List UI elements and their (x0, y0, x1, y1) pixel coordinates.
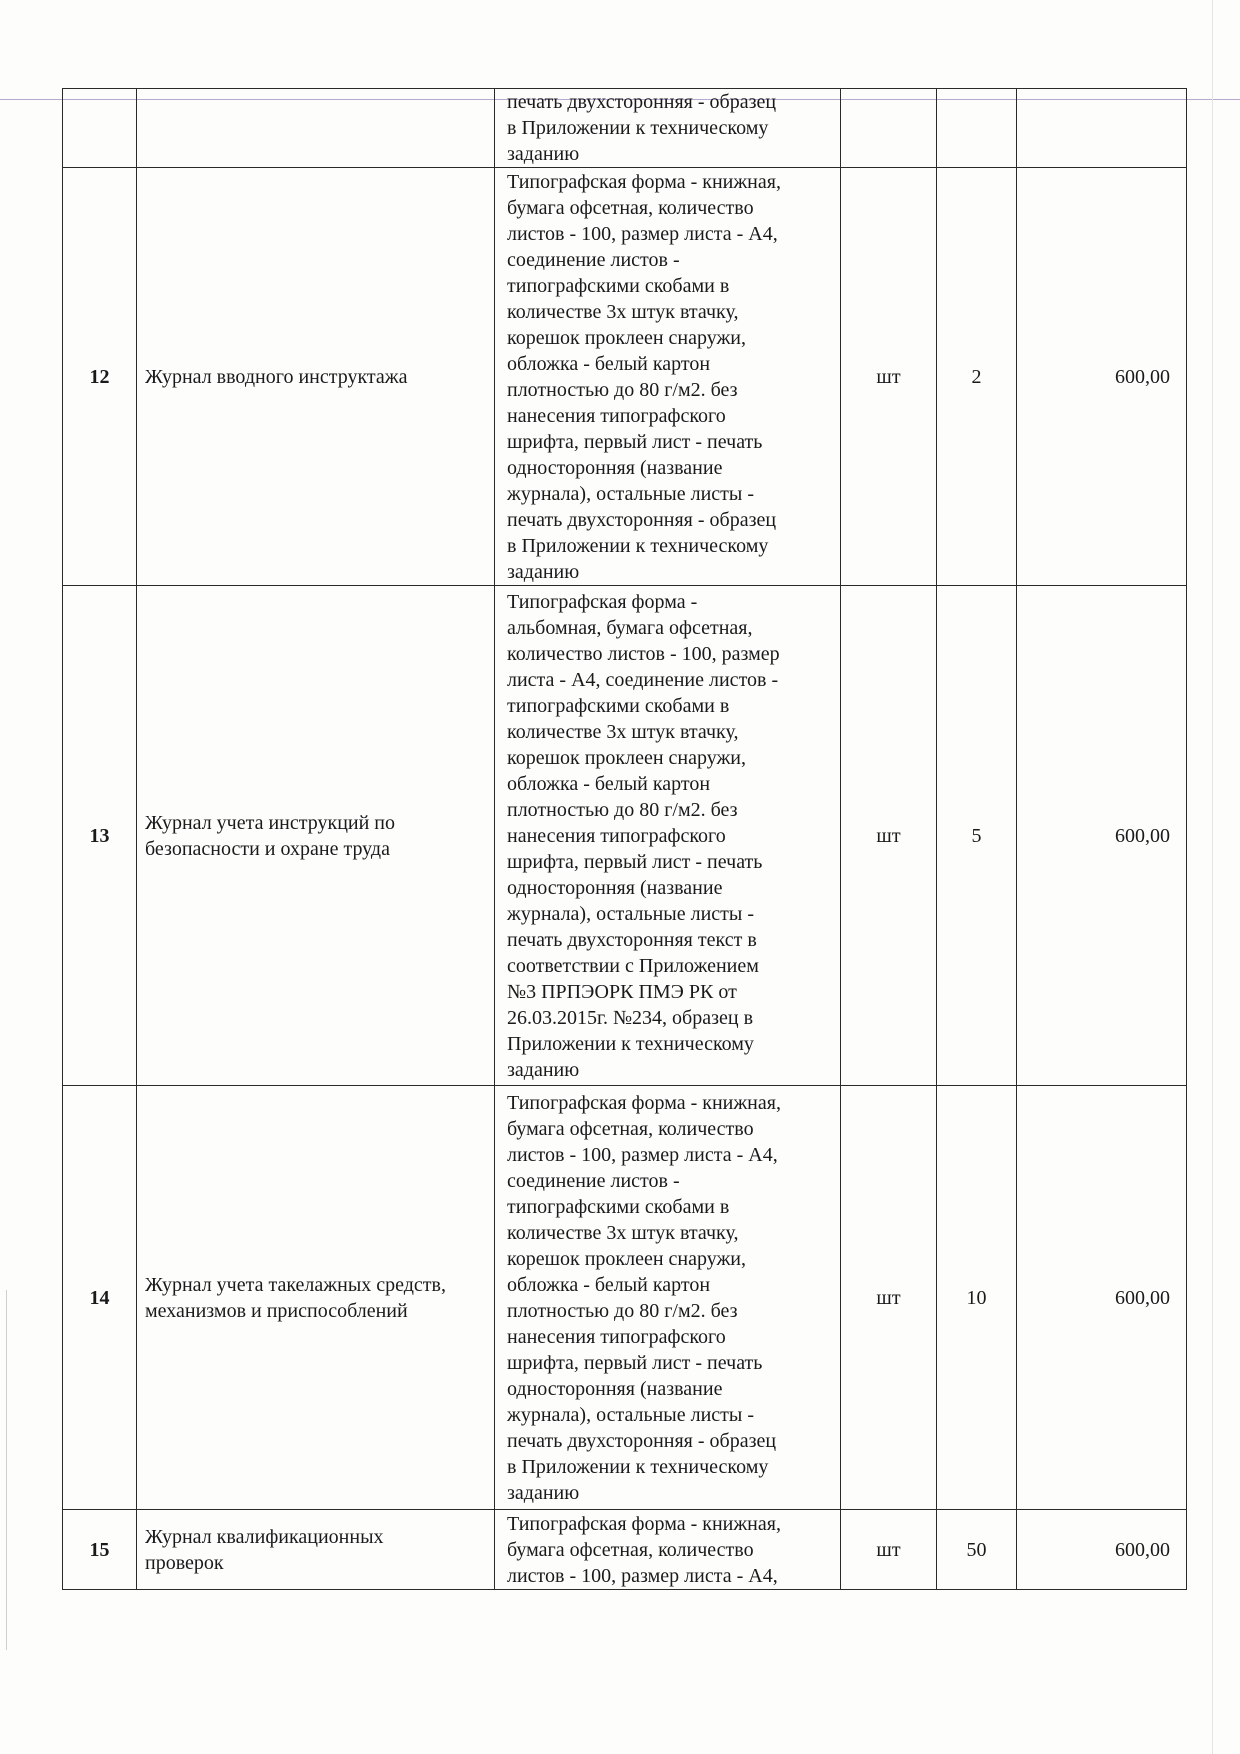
item-quantity: 2 (937, 168, 1017, 586)
scan-edge-left (6, 1290, 7, 1650)
item-quantity (937, 89, 1017, 168)
table-row (63, 586, 1187, 1086)
item-name: Журнал учета инструкций по безопасности и охране труда (137, 586, 495, 1086)
item-name: Журнал вводного инструктажа (137, 168, 495, 586)
item-name (137, 89, 495, 168)
item-description: Типографская форма - книжная, бумага офсетная, количество листов - 100, размер листа - А4, соединение листов - типографскими скобами в количестве 3х штук втачку, корешок проклеен снаружи, обложка - белый картон плотностью до 80 г/м2. без нанесения типографского шрифта, первый лист - печать односторонняя (название журнала), остальные листы - печать двухсторонняя - образец в Приложении к техническому заданию (495, 168, 841, 586)
item-quantity: 5 (937, 586, 1017, 1086)
item-description: печать двухсторонняя - образец в Приложении к техническому заданию (495, 89, 841, 168)
item-description: Типографская форма - альбомная, бумага офсетная, количество листов - 100, размер листа - А4, соединение листов - типографскими скобами в количестве 3х штук втачку, корешок проклеен снаружи, обложка - белый картон плотностью до 80 г/м2. без нанесения типографского шрифта, первый лист - печать односторонняя (название журнала), остальные листы - печать двухсторонняя текст в соответствии с Приложением №3 ПРПЭОРК ПМЭ РК от 26.03.2015г. №234, образец в Приложении к техническому заданию (495, 586, 841, 1086)
item-name: Журнал учета такелажных средств, механизмов и приспособлений (137, 1086, 495, 1510)
item-quantity: 10 (937, 1086, 1017, 1510)
item-description: Типографская форма - книжная, бумага офсетная, количество листов - 100, размер листа - А4, соединение листов - типографскими скобами в количестве 3х штук втачку, корешок проклеен снаружи, обложка - белый картон плотностью до 80 г/м2. без нанесения типографского шрифта, первый лист - печать односторонняя (название журнала), остальные листы - печать двухсторонняя - образец в Приложении к техническому заданию (495, 1086, 841, 1510)
item-unit: шт (841, 168, 937, 586)
item-price (1017, 89, 1187, 168)
row-number (63, 89, 137, 168)
item-unit (841, 89, 937, 168)
table-row (63, 1510, 1187, 1590)
item-quantity: 50 (937, 1510, 1017, 1590)
item-unit: шт (841, 586, 937, 1086)
table-row (63, 1086, 1187, 1510)
row-number: 14 (63, 1086, 137, 1510)
row-number: 13 (63, 586, 137, 1086)
item-unit: шт (841, 1086, 937, 1510)
item-price: 600,00 (1017, 1086, 1187, 1510)
item-price: 600,00 (1017, 168, 1187, 586)
table-row (63, 168, 1187, 586)
scan-edge-right (1212, 0, 1213, 1754)
item-unit: шт (841, 1510, 937, 1590)
specification-table (62, 88, 1187, 1590)
table-row (63, 89, 1187, 168)
item-name: Журнал квалификационных проверок (137, 1510, 495, 1590)
row-number: 15 (63, 1510, 137, 1590)
row-number: 12 (63, 168, 137, 586)
item-price: 600,00 (1017, 1510, 1187, 1590)
item-description: Типографская форма - книжная, бумага офсетная, количество листов - 100, размер листа - А4, (495, 1510, 841, 1590)
item-price: 600,00 (1017, 586, 1187, 1086)
